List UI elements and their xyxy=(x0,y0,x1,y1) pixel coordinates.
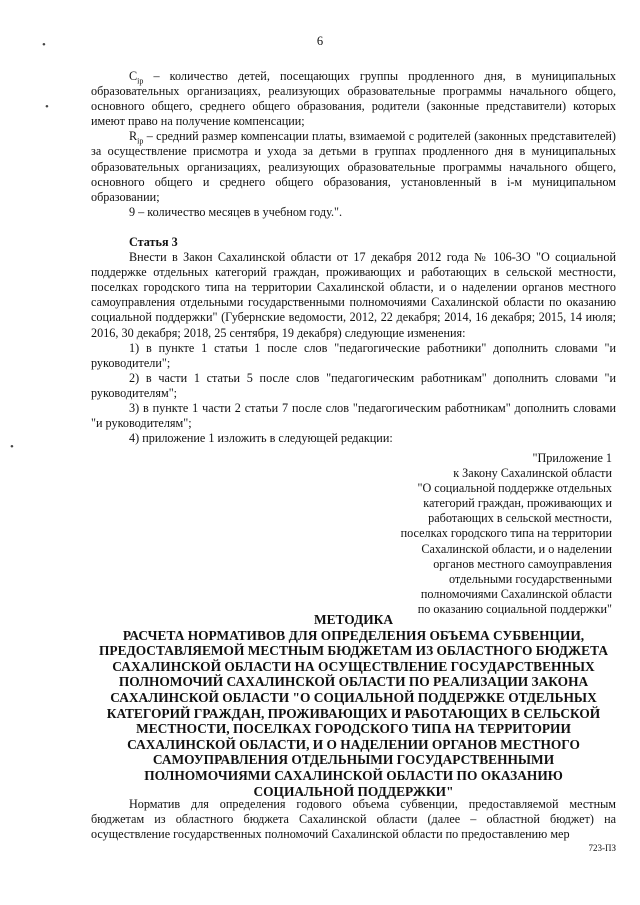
methodology-title xyxy=(91,612,616,799)
normative-section xyxy=(91,797,616,842)
amendment-item: 3) в пункте 1 части 2 статьи 7 после слов "педагогическим работникам" дополнить словами "и руководителям"; xyxy=(91,400,616,431)
appendix-heading xyxy=(380,451,612,617)
appendix-line: "О социальной поддержке отдельных xyxy=(417,481,612,496)
cip-symbol: C xyxy=(129,69,138,83)
amendment-item: 1) в пункте 1 статьи 1 после слов "педагогические работники" дополнить словами "и руководители"; xyxy=(91,340,616,370)
appendix-line: поселках городского типа на территории xyxy=(400,526,612,541)
methodology-title-line: САХАЛИНСКОЙ ОБЛАСТИ НА ОСУЩЕСТВЛЕНИЕ ГОСУДАРСТВЕННЫХ xyxy=(112,658,595,674)
methodology-title-line: САМОУПРАВЛЕНИЯ ОТДЕЛЬНЫМИ ГОСУДАРСТВЕННЫМИ xyxy=(152,752,555,768)
definition-cip xyxy=(91,69,616,129)
appendix-line: отдельными государственными xyxy=(448,571,612,586)
methodology-title-line: МЕСТНОСТИ, ПОСЕЛКАХ ГОРОДСКОГО ТИПА НА ТЕРРИТОРИИ xyxy=(136,721,571,737)
rip-symbol: R xyxy=(129,129,138,144)
normative-paragraph: Норматив для определения годового объема субвенции, предоставляемой местным бюджетам из областного бюджета Сахалинской области (далее – областной бюджет) на осуществление государственных полномочий Сахалинской области по предоставлению мер xyxy=(91,797,616,842)
appendix-line: Сахалинской области, и о наделении xyxy=(421,541,612,556)
appendix-line: полномочиями Сахалинской области xyxy=(420,586,612,601)
methodology-title-line: МЕТОДИКА xyxy=(313,612,394,627)
definition-rip xyxy=(91,129,616,204)
page-number: 6 xyxy=(316,34,324,48)
amendment-item: 2) в части 1 статьи 5 после слов "педагогическим работникам" дополнить словами "и руководителям"; xyxy=(91,370,616,400)
appendix-line: работающих в сельской местности, xyxy=(428,511,612,526)
scan-speck: • xyxy=(42,39,46,51)
definition-months: 9 – количество месяцев в учебном году.". xyxy=(129,204,343,219)
amendment-item: 4) приложение 1 изложить в следующей редакции: xyxy=(129,431,393,446)
document-body xyxy=(91,69,616,446)
rip-text: – средний размер компенсации платы, взимаемой с родителей (законных представителей) за осуществление присмотра и ухода за детьми в группах продленного дня в муниципальных образовательных организациях, реализующих образовательные программы начального общего, основного общего и среднего общего образования, установленный в i-м муниципальном образовании; xyxy=(91,129,616,204)
scan-speck: • xyxy=(45,101,49,113)
cip-text: – количество детей, посещающих группы продленного дня, в муниципальных образовательных организациях, реализующих образовательные программы начального общего, основного общего, среднего общего образования, родители (законные представители) которых имеют право на получение компенсации; xyxy=(91,69,616,129)
scan-speck: • xyxy=(10,441,14,453)
article-title: Статья 3 xyxy=(129,234,178,249)
appendix-line: к Закону Сахалинской области xyxy=(453,466,612,481)
methodology-title-line: ПРЕДОСТАВЛЯЕМОЙ МЕСТНЫМ БЮДЖЕТАМ ИЗ ОБЛАСТНОГО БЮДЖЕТА xyxy=(98,643,609,659)
methodology-title-line: ПОЛНОМОЧИЙ САХАЛИНСКОЙ ОБЛАСТИ ПО РЕАЛИЗАЦИИ ЗАКОНА xyxy=(118,674,589,690)
methodology-title-line: СОЦИАЛЬНОЙ ПОДДЕРЖКИ" xyxy=(253,783,454,799)
methodology-title-line: САХАЛИНСКОЙ ОБЛАСТИ "О СОЦИАЛЬНОЙ ПОДДЕРЖКЕ ОТДЕЛЬНЫХ xyxy=(110,689,597,705)
appendix-line: по оказанию социальной поддержки" xyxy=(417,601,612,616)
methodology-title-line: КАТЕГОРИЙ ГРАЖДАН, ПРОЖИВАЮЩИХ И РАБОТАЮЩИХ В СЕЛЬСКОЙ xyxy=(106,705,601,721)
rip-subscript: ip xyxy=(137,136,144,146)
appendix-line: органов местного самоуправления xyxy=(433,556,612,571)
cip-subscript: ip xyxy=(137,76,144,86)
appendix-line: "Приложение 1 xyxy=(532,451,612,465)
appendix-line: категорий граждан, проживающих и xyxy=(423,496,612,511)
methodology-title-line: РАСЧЕТА НОРМАТИВОВ ДЛЯ ОПРЕДЕЛЕНИЯ ОБЪЕМА СУБВЕНЦИИ, xyxy=(122,627,585,643)
methodology-title-line: ПОЛНОМОЧИЯМИ САХАЛИНСКОЙ ОБЛАСТИ ПО ОКАЗАНИЮ xyxy=(144,767,563,783)
article-intro: Внести в Закон Сахалинской области от 17 декабря 2012 года № 106-ЗО "О социальной поддержке отдельных категорий граждан, проживающих и работающих в сельской местности, поселках городского типа на территории Сахалинской области, и о наделении органов местного самоуправления отдельными государственными полномочиями Сахалинской области по оказанию социальной поддержки" (Губернские ведомости, 2012, 22 декабря; 2014, 16 декабря; 2015, 14 июля; 2016, 30 декабря; 2018, 25 сентября, 19 декабря) следующие изменения: xyxy=(91,250,616,340)
methodology-title-line: САХАЛИНСКОЙ ОБЛАСТИ, И О НАДЕЛЕНИИ ОРГАНОВ МЕСТНОГО xyxy=(127,736,580,752)
document-code: 723-ПЗ xyxy=(588,843,616,853)
